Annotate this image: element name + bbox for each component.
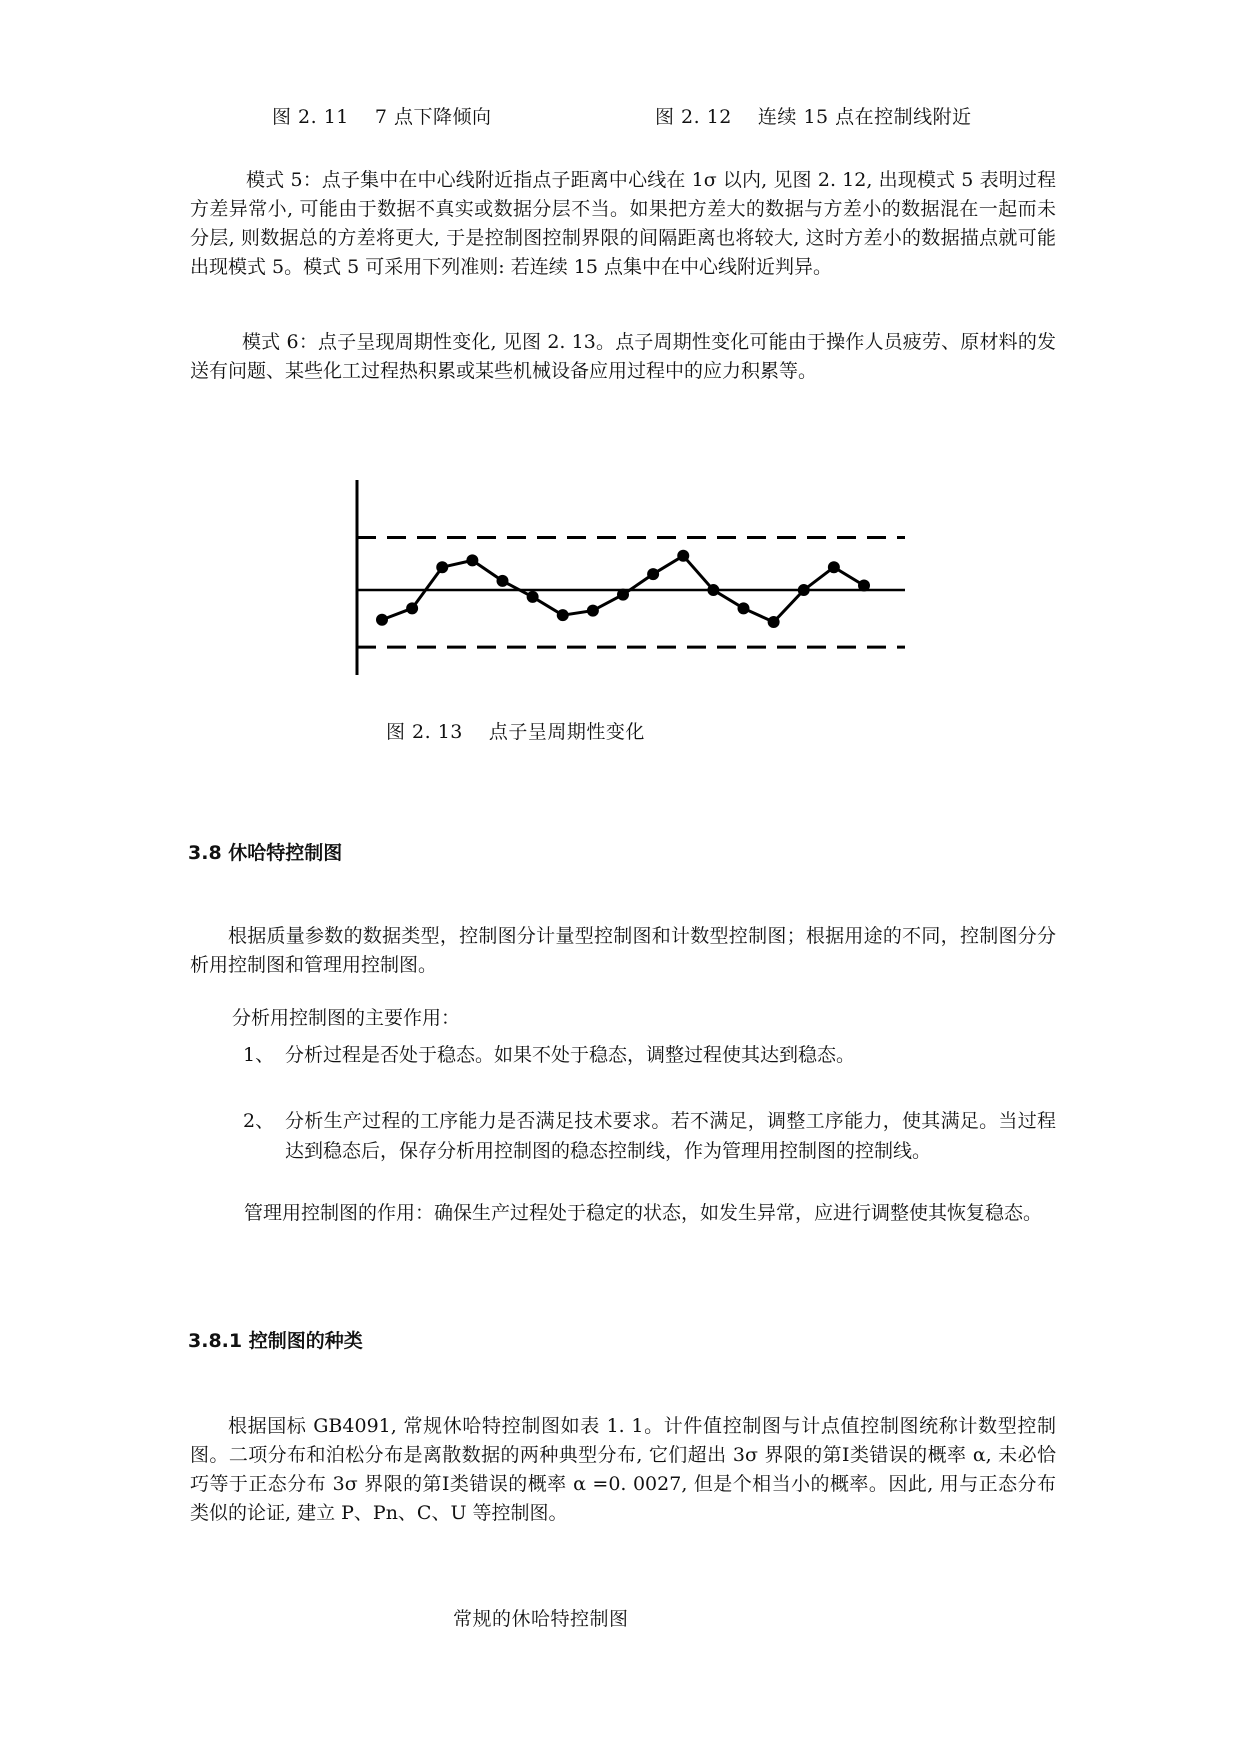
section-3-8-heading: 3.8 休哈特控制图: [188, 842, 343, 864]
data-point-2: [406, 602, 418, 614]
data-point-12: [707, 584, 719, 596]
data-point-10: [647, 568, 659, 580]
list-item: [243, 1106, 1056, 1196]
section-3-8-intro: 根据质量参数的数据类型，控制图分计量型控制图和计数型控制图；根据用途的不同，控制图分分析用控制图和管理用控制图。: [190, 925, 1056, 976]
list-item-text: 分析过程是否处于稳态。如果不处于稳态，调整过程使其达到稳态。: [285, 1044, 856, 1066]
data-point-16: [828, 561, 840, 573]
table-title: 常规的休哈特控制图: [453, 1608, 629, 1630]
list-item-number: 2、: [243, 1110, 275, 1132]
list-item-number: 1、: [243, 1044, 275, 1066]
data-point-4: [466, 554, 478, 566]
figure-2-11-caption: 图 2. 11 7 点下降倾向: [272, 106, 492, 128]
data-point-13: [738, 602, 750, 614]
figure-2-12-caption: 图 2. 12 连续 15 点在控制线附近: [655, 106, 972, 128]
analysis-chart-purpose-label: 分析用控制图的主要作用：: [232, 1007, 461, 1029]
section-3-8-1-heading: 3.8.1 控制图的种类: [188, 1330, 363, 1352]
data-point-9: [617, 589, 629, 601]
data-point-6: [527, 591, 539, 603]
data-point-14: [768, 616, 780, 628]
periodic-control-chart: [340, 475, 920, 680]
mode5-paragraph: 模式 5：点子集中在中心线附近指点子距离中心线在 1σ 以内, 见图 2. 12, 出现模式 5 表明过程方差异常小, 可能由于数据不真实或数据分层不当。如果把方差大的数据与方差小的数据混在一起而未分层, 则数据总的方差将更大, 于是控制图控制界限的间隔距离也将较大, 这时方差小的数据描点就可能出现模式 5。模式 5 可采用下列准则: 若连续 15 点集中在中心线附近判异。: [190, 169, 1056, 278]
data-point-7: [557, 609, 569, 621]
data-point-1: [376, 614, 388, 626]
data-point-5: [497, 575, 509, 587]
list-item-text: 分析生产过程的工序能力是否满足技术要求。若不满足，调整工序能力，使其满足。当过程达到稳态后，保存分析用控制图的稳态控制线，作为管理用控制图的控制线。: [285, 1110, 1056, 1162]
mode6-paragraph: 模式 6：点子呈现周期性变化, 见图 2. 13。点子周期性变化可能由于操作人员疲劳、原材料的发送有问题、某些化工过程热积累或某些机械设备应用过程中的应力积累等。: [190, 331, 1056, 382]
figure-2-13-caption: 图 2. 13 点子呈周期性变化: [386, 721, 645, 743]
management-chart-purpose: 管理用控制图的作用：确保生产过程处于稳定的状态，如发生异常，应进行调整使其恢复稳态。: [244, 1202, 1043, 1224]
data-point-11: [677, 550, 689, 562]
section-3-8-1-paragraph: 根据国标 GB4091, 常规休哈特控制图如表 1. 1。计件值控制图与计点值控制图统称计数型控制图。二项分布和泊松分布是离散数据的两种典型分布, 它们超出 3σ 界限的第Ⅰ类错误的概率 α, 未必恰巧等于正态分布 3σ 界限的第Ⅰ类错误的概率 α =0. 0027, 但是个相当小的概率。因此, 用与正态分布类似的论证, 建立 P、Pn、C、U 等控制图。: [190, 1415, 1056, 1524]
data-point-3: [436, 561, 448, 573]
data-point-17: [858, 579, 870, 591]
data-point-8: [587, 605, 599, 617]
data-point-15: [798, 584, 810, 596]
list-item: [243, 1040, 1056, 1070]
